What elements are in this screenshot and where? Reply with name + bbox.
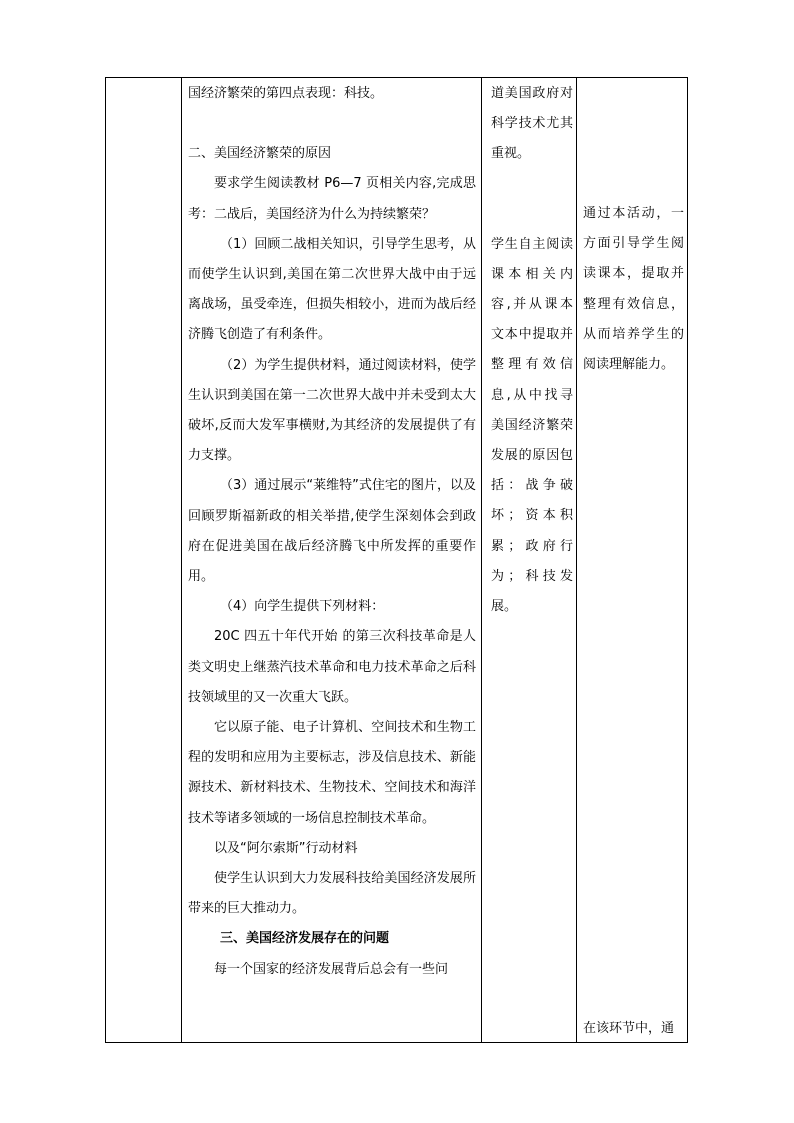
text-paragraph: （2）为学生提供材料，通过阅读材料，使学生认识到美国在第一二次世界大战中并未受到太大破坏,反而大发军事横财,为其经济的发展提供了有力支撑。: [188, 357, 476, 464]
lesson-plan-table: [105, 77, 688, 1043]
text-paragraph: 每一个国家的经济发展背后总会有一些问: [214, 961, 449, 977]
text-paragraph: （3）通过展示“莱维特”式住宅的图片，以及回顾罗斯福新政的相关举措,使学生深刻体会到政府在促进美国在战后经济腾飞中所发挥的重要作用。: [188, 478, 476, 585]
teaching-process-column: [182, 78, 481, 985]
section-heading-2: 二、美国经济繁荣的原因: [188, 146, 332, 162]
text-paragraph: （1）回顾二战相关知识，引导学生思考，从而使学生认识到,美国在第二次世界大战中由于远离战场，虽受牵连，但损失相较小，进而为战后经济腾飞创造了有利条件。: [188, 236, 476, 343]
text-paragraph: 国经济繁荣的第四点表现：科技。: [188, 86, 384, 101]
text-paragraph: 20C 四五十年代开始 的第三次科技革命是人类文明史上继蒸汽技术革命和电力技术革命之后科技领域里的又一次重大飞跃。: [188, 629, 476, 705]
text-paragraph: 道美国政府对科学技术尤其重视。: [491, 86, 573, 162]
text-paragraph: 要求学生阅读教材 P6—7 页相关内容,完成思考：二战后，美国经济为什么为持续繁荣？: [188, 176, 476, 222]
text-paragraph: 在该环节中，通: [583, 1021, 675, 1036]
student-activity-column: [482, 78, 577, 622]
text-paragraph: （4）向学生提供下列材料：: [220, 599, 385, 615]
design-intent-column: [577, 78, 688, 1036]
text-paragraph: 使学生认识到大力发展科技给美国经济发展所带来的巨大推动力。: [188, 871, 476, 917]
section-heading-3: 三、美国经济发展存在的问题: [220, 931, 390, 947]
text-paragraph: 以及“阿尔索斯”行动材料: [214, 840, 358, 856]
text-paragraph: 通过本活动，一方面引导学生阅读课本，提取并整理有效信息，从而培养学生的阅读理解能力。: [583, 206, 684, 373]
text-paragraph: 学生自主阅读课本相关内容,并从课本文本中提取并整理有效信息,从中找寻美国经济繁荣发展的原因包括：战争破坏；资本积累；政府行为；科技发展。: [491, 236, 573, 615]
text-paragraph: 它以原子能、电子计算机、空间技术和生物工程的发明和应用为主要标志，涉及信息技术、新能源技术、新材料技术、生物技术、空间技术和海洋技术等诸多领域的一场信息控制技术革命。: [188, 720, 476, 826]
